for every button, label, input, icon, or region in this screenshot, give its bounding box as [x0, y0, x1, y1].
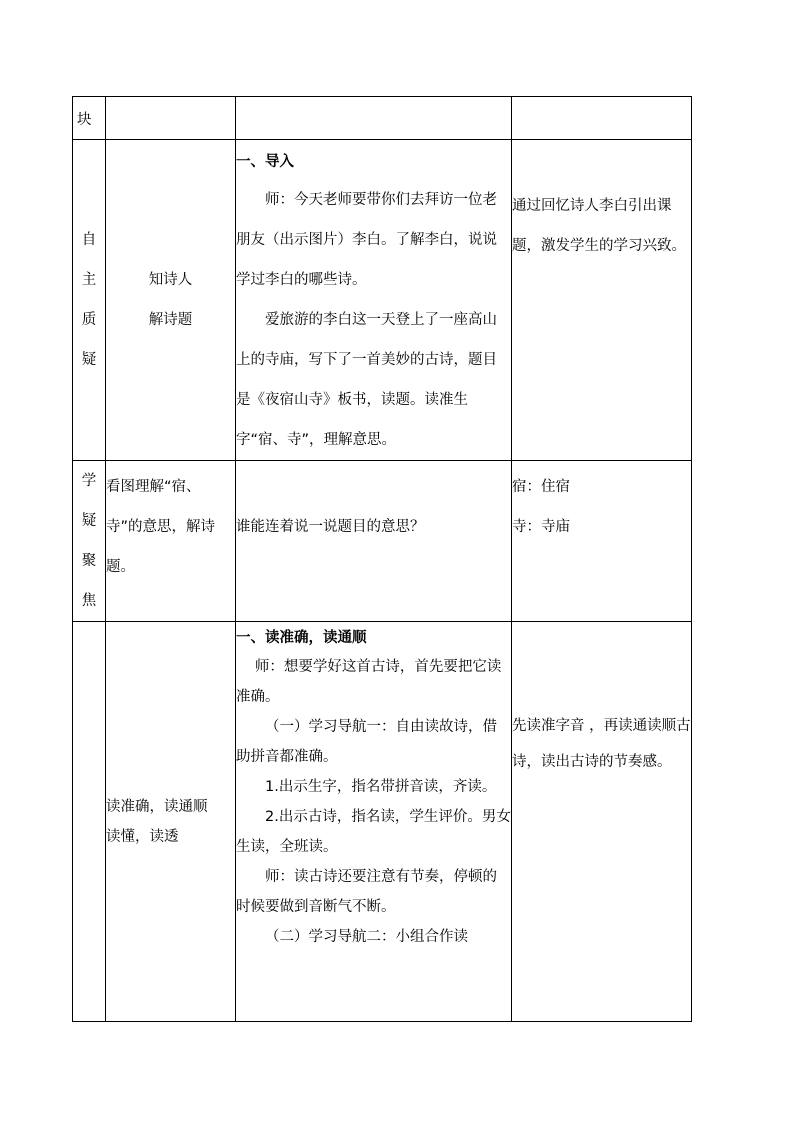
- objective-text: 读懂，读透: [106, 828, 179, 845]
- stage-cell: [73, 622, 106, 1022]
- objective-text: 知诗人: [148, 272, 193, 288]
- design-note: 通过回忆诗人李白引出课题，激发学生的学习兴致。: [512, 198, 686, 254]
- process-cell: [236, 97, 512, 140]
- table-row: [73, 622, 692, 1022]
- paragraph: （二）学习导航二：小组合作读: [265, 929, 468, 945]
- paragraph: 2.出示古诗，指名读，学生评价。男女生读，全班读。: [236, 809, 511, 855]
- objective-cell: [106, 97, 236, 140]
- section-heading: 一、导入: [236, 154, 294, 170]
- paragraph: 爱旅游的李白这一天登上了一座高山上的寺庙，写下了一首美妙的古诗，题目是《夜宿山寺》板书，读题。读准生字“宿、寺”，理解意思。: [236, 312, 497, 448]
- stage-cell: [73, 461, 106, 622]
- question-text: 谁能连着说一说题目的意思？: [236, 519, 425, 535]
- design-cell: [512, 140, 692, 461]
- lesson-plan-table: [72, 96, 692, 1022]
- objective-text: 看图理解“宿、寺”的意思，解诗题。: [106, 479, 216, 575]
- process-cell: [236, 461, 512, 622]
- paragraph: 师：读古诗还要注意有节奏，停顿的时候要做到音断气不断。: [236, 869, 497, 915]
- design-cell: [512, 461, 692, 622]
- table-row: [73, 97, 692, 140]
- stage-char: 自: [81, 232, 97, 248]
- paragraph: 师：今天老师要带你们去拜访一位老朋友（出示图片）李白。了解李白，说说学过李白的哪些诗。: [236, 192, 497, 288]
- note-line: 宿：住宿: [512, 479, 570, 495]
- objective-cell: [106, 140, 236, 461]
- stage-char: 聚: [81, 553, 97, 569]
- stage-cell: [73, 97, 106, 140]
- stage-char: 疑: [81, 513, 97, 529]
- stage-char: 学: [81, 473, 97, 489]
- objective-text: 读准确，读通顺: [106, 798, 208, 815]
- stage-char: 质: [81, 312, 97, 328]
- paragraph: 1.出示生字，指名带拼音读，齐读。: [265, 779, 497, 795]
- table-row: [73, 140, 692, 461]
- stage-char: 主: [81, 272, 97, 288]
- design-cell: [512, 622, 692, 1022]
- note-line: 寺：寺庙: [512, 519, 570, 535]
- stage-label: 块: [77, 111, 92, 128]
- objective-text: 解诗题: [148, 312, 193, 328]
- stage-char: 焦: [81, 593, 97, 609]
- paragraph: （一）学习导航一：自由读故诗，借助拼音都准确。: [236, 719, 497, 765]
- design-note: 先读准字音 ，再读通读顺古诗，读出古诗的节奏感。: [512, 718, 691, 770]
- process-cell: [236, 622, 512, 1022]
- table-row: [73, 461, 692, 622]
- stage-cell: [73, 140, 106, 461]
- design-cell: [512, 97, 692, 140]
- paragraph: 师：想要学好这首古诗，首先要把它读准确。: [236, 659, 502, 705]
- process-cell: [236, 140, 512, 461]
- objective-cell: [106, 622, 236, 1022]
- objective-cell: [106, 461, 236, 622]
- stage-char: 疑: [81, 352, 97, 368]
- section-heading: 一、读准确，读通顺: [236, 630, 367, 646]
